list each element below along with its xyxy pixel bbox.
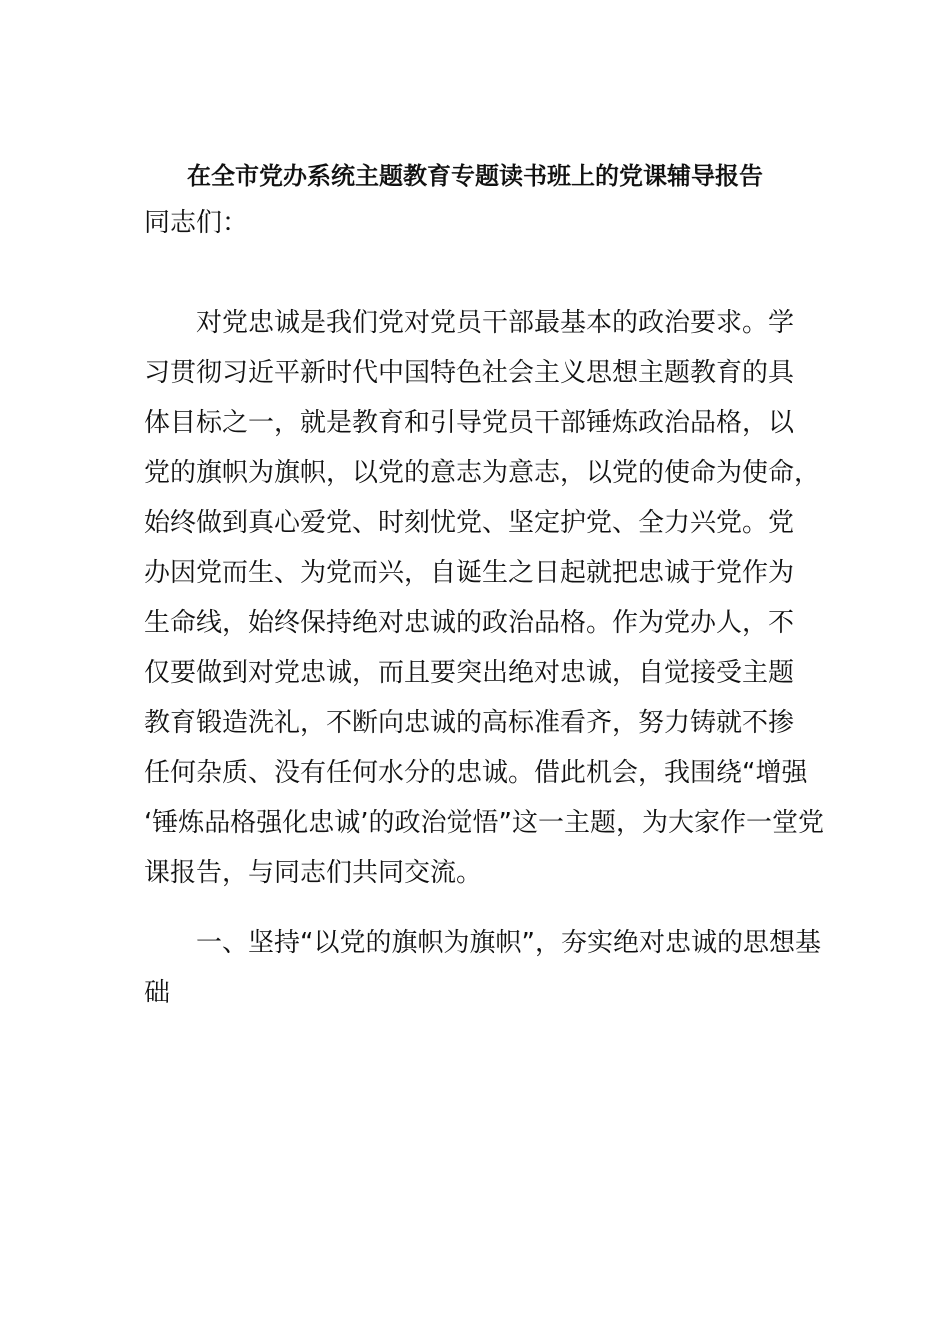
- paragraph-line: 教育锻造洗礼，不断向忠诚的高标准看齐，努力铸就不掺: [144, 708, 795, 738]
- paragraph-line: 仅要做到对党忠诚，而且要突出绝对忠诚，自觉接受主题: [144, 658, 795, 688]
- paragraph-line: 生命线，始终保持绝对忠诚的政治品格。作为党办人，不: [144, 608, 795, 638]
- heading-line: 础: [144, 978, 171, 1008]
- paragraph-line: 体目标之一，就是教育和引导党员干部锤炼政治品格，以: [144, 408, 795, 438]
- paragraph-line: 课报告，与同志们共同交流。: [144, 858, 483, 888]
- paragraph-line: ‘锤炼品格强化忠诚’的政治觉悟”这一主题，为大家作一堂党: [144, 808, 824, 838]
- salutation-text: 同志们：: [144, 208, 249, 238]
- paragraph-line: 始终做到真心爱党、时刻忧党、坚定护党、全力兴党。党: [144, 508, 795, 538]
- section-heading-1: [144, 918, 821, 1018]
- paragraph-1: [144, 298, 824, 898]
- paragraph-line: 对党忠诚是我们党对党员干部最基本的政治要求。学: [196, 308, 795, 338]
- paragraph-line: 党的旗帜为旗帜，以党的意志为意志，以党的使命为使命，: [144, 458, 821, 488]
- paragraph-line: 习贯彻习近平新时代中国特色社会主义思想主题教育的具: [144, 358, 795, 388]
- document-title: 在全市党办系统主题教育专题读书班上的党课辅导报告: [187, 162, 763, 190]
- heading-line: 一、坚持“以党的旗帜为旗帜”，夯实绝对忠诚的思想基: [196, 928, 821, 958]
- paragraph-line: 办因党而生、为党而兴，自诞生之日起就把忠诚于党作为: [144, 558, 795, 588]
- salutation: [144, 198, 808, 248]
- paragraph-line: 任何杂质、没有任何水分的忠诚。借此机会，我围绕“增强: [144, 758, 808, 788]
